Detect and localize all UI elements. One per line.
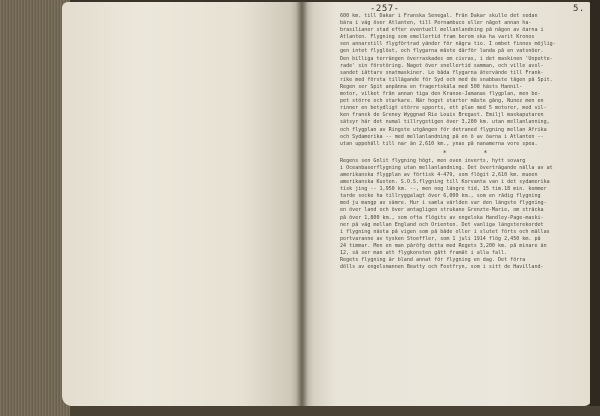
page-edges [0, 0, 70, 416]
text-line: rike med första tillägande för Syd och med de snabbaste tågen på Spit. [340, 76, 553, 83]
text-line: tisk jing -- 1,950 km. --, men nog längre tid, 15 tim.18 min. kommer [340, 186, 547, 193]
text-line: portvaranne av tysken Stoeffler, som 1 juli 1914 flög 2,450 km. på [340, 235, 541, 242]
text-line: motor, vilket från annan tiga den Kranoe-Jamanas flygplan, men be- [340, 91, 541, 98]
text-line: Regens sen Gnlit flygning högt, men oven inverts, hytt sovarg [340, 157, 526, 164]
text-line: 24 timmar. Men en man påröfg detta med Regets 3,200 km. på minare än [340, 242, 547, 249]
text-line: amerikanska flygplan av förtisk 4-479, som flögit 2,610 km. mueen [340, 171, 538, 178]
text-line: gen intet flyglöst, och flygarna måste därför landa på en vatsnöer. [340, 48, 544, 55]
text-line: 12, så ser man att flygkonsten gått framåt i alla fall. [340, 250, 508, 256]
text-line: på över 1,800 km., som ofta flögits av engelska Handley-Page-maski- [340, 214, 544, 221]
text-line: Atlanten. Flygning som emellertid fram berom ska ha varit Kronos [340, 34, 535, 41]
text-line: och Sydamerika -- med mellanlandning på en ö av öarna i Atlanten -- [340, 133, 544, 140]
text-line: 600 km. till Dakar i Franska Senegal. Från Dakar skulle det sedan [340, 13, 538, 19]
bottom-edge [70, 406, 600, 416]
text-line: sandet iåttarv snatmaskiner. Le båda flygarna återvände till Frank- [340, 69, 544, 76]
text-line: rade' sin förstöring. Nagot över snellertid samman, och ville avsl- [340, 62, 544, 69]
section-separator [340, 148, 590, 158]
text-line: i Oceanbaserflygning utan mellanlandning. Det överträgande nälla av at [340, 164, 553, 171]
right-edge [590, 0, 600, 416]
page-number-right: 5. [573, 4, 585, 14]
left-page [62, 2, 302, 406]
typed-text-block [340, 13, 590, 271]
text-line: rinner en betydligt större spports, ett plan med 5 motorer, med vil- [340, 105, 547, 112]
text-line: tarde socke ha tillryggalagt över 6,000 km., som en rådig flygning [340, 193, 541, 200]
text-line: med ju mangp av sämre. Hur i samla världen var den längste flygning- [340, 200, 547, 207]
text-line: utan uppehåll till nar än 2,610 km., ynas på nanamerna vore spea. [340, 140, 538, 147]
separator-asterisk: * [442, 148, 447, 157]
text-line: bära i väg över Atlanten, till Pernambuco eller något annan ha- [340, 20, 532, 27]
text-line: i flygning nästa på vigen som på både oller i slutet förts och mällas [340, 228, 550, 235]
page-number-center: -257- [370, 4, 400, 14]
text-line: pet större och starkare. När hogst starter måste gång, Nunez men en [340, 98, 544, 105]
text-line: ken fransk de Greney Wyggnad Rie Louis Bregast. Emiljl maskaputaren [340, 112, 544, 119]
separator-asterisk: * [483, 148, 488, 157]
text-line: Den billiga terrängen överraskades om civras, i det maskinen 'Unpotte- [340, 55, 553, 62]
paragraph-section-1 [340, 13, 590, 148]
text-line: en över land och över antagligen strukane Grenzte-Marie, om sträcka [340, 207, 544, 214]
text-line: amerikanska Kusten. S.O.S.flygning till Korvanta van i det sydamerika [340, 179, 550, 186]
text-line: dölls av engelsmannen Beatty och Fostfryn, som i sitt de Havilland- [340, 264, 544, 271]
text-line: sätsyr här det numal tillrygstigen över 3,200 km. utan mellanlanning, [340, 119, 550, 126]
paragraph-section-2 [340, 158, 590, 272]
book-gutter [296, 0, 308, 410]
text-line: Regen ser Spit anpånna en fragertskäla med 500 hästs Hannil- [340, 83, 523, 90]
text-line: sen annarstill flygförtrad yänder för några tio. I ombet finnes möjlig- [340, 41, 556, 48]
text-line: och flygplan av Ringste utgången för detraned flygning mellan Afrika [340, 126, 547, 133]
text-line: brasilianer stad efter eventuell mellanlandning på någon av öarna i [340, 27, 544, 34]
text-line: ner på väg mellan England och Orienten. Det vanliga längsterekordet [340, 221, 544, 228]
text-line: Regets flygning är bland annat för flygning en dag. Det förra [340, 257, 526, 264]
